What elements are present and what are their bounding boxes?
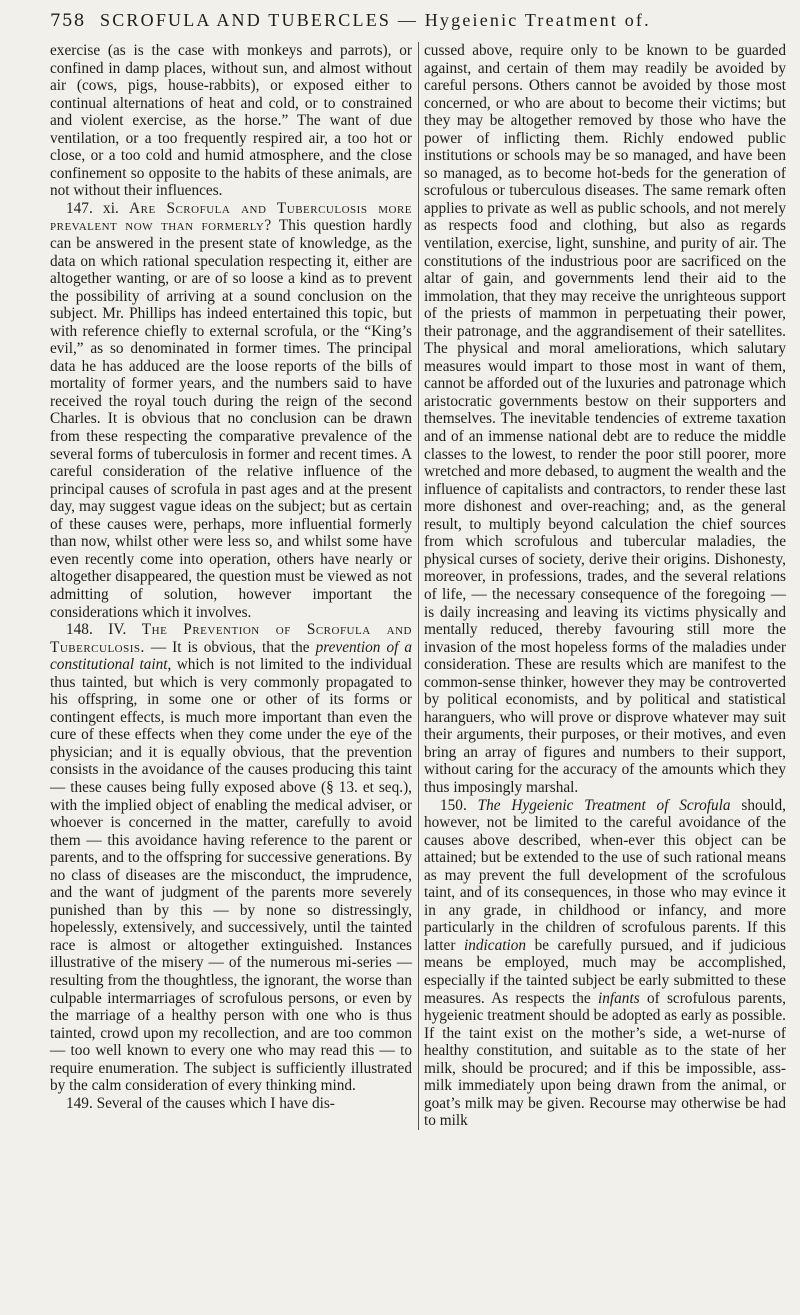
paragraph-150: [424, 797, 786, 1130]
section-number: 147. xi.: [66, 199, 119, 217]
text-columns: [50, 42, 786, 1130]
section-body: of scrofulous parents, hygeienic treatment should be adopted as early as possible. If the taint exist on the mother’s side, a wet-nurse of healthy constitution, and suitable as to the state of her milk, should be procured; and if this be impossible, ass-milk immediately upon being drawn from the animal, or goat’s milk may be given. Recourse may otherwise be had to milk: [424, 989, 786, 1130]
left-column: [50, 42, 412, 1130]
section-body: — It is obvious, that the: [144, 638, 316, 656]
section-number: 148. IV.: [66, 621, 127, 639]
emphasis: prevention of a constitutional taint: [50, 638, 413, 674]
column-divider: [418, 42, 419, 1130]
section-heading: Are Scrofula and Tuberculosis more prevalent now than formerly?: [50, 199, 412, 235]
paragraph: exercise (as is the case with monkeys and parrots), or confined in damp places, without sun, and almost without air (cows, pigs, house-rabbits), or exposed either to continual alternations of heat and cold, or to constrained and violent exercise, as the horse.” The want of due ventilation, or a too frequently respired air, a too hot or close, or a too cold and humid atmosphere, and the close confinement so opposite to the habits of these animals, are not without their influences.: [50, 42, 412, 200]
section-body: be carefully pursued, and if judicious means be employed, much may be accomplished, especially if the tainted subject be early submitted to these measures. As respects the: [424, 936, 787, 1007]
section-number: 150.: [440, 796, 467, 814]
paragraph: cussed above, require only to be known to be guarded against, and certain of them may readily be avoided by careful persons. Others cannot be avoided by those most concerned, or who are about to become their victims; but they may be altogether removed by those who have the power of inflicting them. Richly endowed public institutions or schools may be so managed, and have been so managed, as to become hot-beds for the generation of scrofulous or tuberculous diseases. The same remark often applies to private as well as public schools, and not merely as respects food and clothing, but also as regards ventilation, exercise, light, sunshine, and purity of air. The constitutions of the industrious poor are sacrificed on the altar of gain, and governments lend their aid to the immolation, that they may receive the unrighteous support of the priests of mammon in perpetuating their power, their patronage, and the aggrandisement of their satellites. The physical and moral ameliorations, which salutary measures would impart to those most in want of them, cannot be afforded out of the luxuries and patronage which aristocratic governments bestow on their supporters and themselves. The inevitable tendencies of extreme taxation and of an immense national debt are to reduce the middle classes to the lowest, to render the poor still poorer, more wretched and more debased, to augment the wealth and the influence of capitalists and contractors, to render these last more dishonest and over-reaching; and, as the general result, to multiply beyond calculation the chief sources from which scrofulous and tubercular maladies, the physical curses of society, derive their origins. Dishonesty, moreover, in professions, trades, and the several relations of life, — the necessary consequence of the foregoing — is daily increasing and leaving its victims physically and mentally reduced, thereby favouring still more the invasion of the most hopeless forms of the maladies under consideration. These are results which are manifest to the common-sense thinker, however they may be controverted by political economists, and by political and statistical haranguers, who will prove or disprove whatever may suit their arguments, their purposes, or their motives, and even bring an array of figures and numbers to their support, without caring for the accuracy of the amounts which they thus imposingly marshal.: [424, 42, 786, 796]
paragraph-149: 149. Several of the causes which I have dis-: [66, 1094, 335, 1112]
emphasis: indication: [464, 936, 527, 954]
paragraph-147: [50, 200, 412, 621]
page-header: [50, 10, 786, 40]
section-body: This question hardly can be answered in the present state of knowledge, as the data on which rational speculation respecting it, either are altogether wanting, or are of so loose a kind as to prevent the possibility of arriving at a sound conclusion on the subject. Mr. Phillips has indeed entertained this topic, but with reference chiefly to external scrofula, or the “King’s evil,” as so denominated in former times. The principal data he has adduced are the loose reports of the bills of mortality of former years, and the numbers said to have received the royal touch during the reign of the second Charles. It is obvious that no conclusion can be drawn from these respecting the comparative prevalence of the several forms of tuberculosis in former and recent times. A careful consideration of the relative influence of the principal causes of scrofula in past ages and at the present day, may suggest vague ideas on the subject; but as certain of these causes were, perhaps, more influential formerly than now, whilst other were less so, and whilst some have even recently come into operation, others have nearly or altogether disappeared, the question must be viewed as not admitting of solution, however important the considerations which it involves.: [50, 217, 412, 621]
section-heading: The Hygeienic Treatment of Scrofula: [477, 796, 731, 814]
emphasis: infants: [598, 989, 640, 1007]
section-body: , which is not limited to the individual thus tainted, but which is very commonly propagated to his offspring, in some one or other of its forms or contingent effects, is much more important than even the cure of these effects when they come under the eye of the physician; and it is equally obvious, that the prevention consists in the avoidance of the causes producing this taint — these causes being fully exposed above (§ 13. et seq.), with the implied object of enabling the medical adviser, or whoever is concerned in the matter, carefully to avoid them — this avoidance having reference to the parent or parents, and to the offspring for successive generations. By no class of diseases are the misconduct, the imprudence, and the want of judgment of the parents more severely punished than by this — by none so distressingly, hopelessly, extensively, and successively, until the tainted race is almost or altogether extinguished. Instances illustrative of the misery — of the numerous mi-series — resulting from the thoughtless, the ignorant, the worse than culpable intermarriages of scrofulous persons, or even by the marriage of a healthy person with one who is thus tainted, crowd upon my recollection, and are too common — too well known to every one who may read this — to require enumeration. The subject is sufficiently illustrated by the calm consideration of every thinking mind.: [50, 656, 412, 1095]
right-column: [424, 42, 786, 1130]
paragraph-148: [50, 621, 412, 1095]
page-number: 758: [50, 11, 86, 31]
running-title: SCROFULA AND TUBERCLES — Hygeienic Treatment of.: [100, 10, 651, 30]
section-heading: The Prevention of Scrofula and Tuberculosis.: [50, 621, 413, 656]
section-body: should, however, not be limited to the careful avoidance of the causes above described, when-ever this object can be attained; but be extended to the use of such rational means as may prevent the full development of the scrofulous taint, and of its consequences, in those who may evince it in any grade, in childhood or infancy, and more particularly in the children of scrofulous parents. If this latter: [424, 796, 786, 954]
